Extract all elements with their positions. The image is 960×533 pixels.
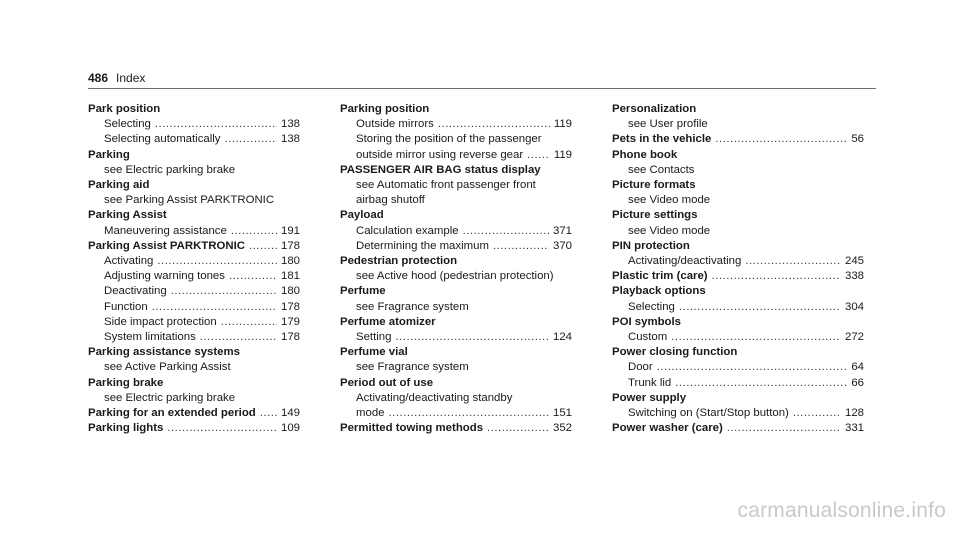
page-reference[interactable]: 124 xyxy=(552,331,572,344)
index-entry-line xyxy=(340,208,572,223)
page-reference[interactable]: 138 xyxy=(280,133,300,146)
subentry-text: see Active Parking Assist xyxy=(104,361,231,374)
index-entry-line xyxy=(88,406,300,421)
index-entry xyxy=(340,163,572,209)
dot-leader xyxy=(260,406,277,421)
index-entry-line xyxy=(340,254,572,269)
page-reference[interactable]: 138 xyxy=(280,118,300,131)
index-subentry xyxy=(340,406,572,421)
index-entry-line xyxy=(340,102,572,117)
index-subentry xyxy=(612,376,864,391)
subentry-text: Setting xyxy=(356,331,392,344)
index-entry xyxy=(88,178,300,208)
index-entry-line xyxy=(612,102,864,117)
index-term: PIN protection xyxy=(612,239,690,252)
subentry-text: see Fragrance system xyxy=(356,361,469,374)
index-subentry xyxy=(340,178,572,193)
dot-leader xyxy=(463,224,549,239)
page-reference[interactable]: 245 xyxy=(844,255,864,268)
index-subentry xyxy=(612,254,864,269)
subentry-text: see Automatic front passenger front xyxy=(356,179,536,192)
index-term: Playback options xyxy=(612,285,706,298)
index-term: Picture formats xyxy=(612,179,696,192)
index-term: Personalization xyxy=(612,103,697,115)
index-entry xyxy=(612,148,864,178)
dot-leader xyxy=(249,239,277,254)
index-term: Picture settings xyxy=(612,209,698,222)
index-entry xyxy=(340,421,572,436)
subentry-text: see Video mode xyxy=(628,224,711,237)
page-reference[interactable]: 331 xyxy=(844,422,864,435)
index-subentry xyxy=(340,300,572,315)
index-subentry xyxy=(88,391,300,406)
index-subentry xyxy=(612,193,864,208)
subentry-text: see Active hood (pedestrian protection) xyxy=(356,270,554,283)
index-entry-line xyxy=(88,421,300,436)
page-reference[interactable]: 151 xyxy=(552,407,572,420)
page-reference[interactable]: 180 xyxy=(280,285,300,298)
page-reference[interactable]: 56 xyxy=(851,133,864,146)
page-reference[interactable]: 352 xyxy=(552,422,572,435)
index-term: Payload xyxy=(340,209,384,222)
dot-leader xyxy=(527,148,550,163)
page-reference[interactable]: 272 xyxy=(844,331,864,344)
page-reference[interactable]: 149 xyxy=(280,407,300,420)
index-subentry xyxy=(340,224,572,239)
index-entry-line xyxy=(88,345,300,360)
page-reference[interactable]: 178 xyxy=(280,300,300,313)
index-subentry xyxy=(340,391,572,406)
dot-leader xyxy=(679,300,841,315)
index-entry-line xyxy=(340,163,572,178)
index-subentry xyxy=(340,117,572,132)
index-subentry xyxy=(612,360,864,375)
index-term: Parking brake xyxy=(88,376,164,389)
index-column-3 xyxy=(612,102,864,436)
index-term: Parking Assist PARKTRONIC xyxy=(88,239,245,252)
index-entry-line xyxy=(88,102,300,117)
index-term: Permitted towing methods xyxy=(340,422,484,435)
dot-leader xyxy=(200,330,277,345)
index-term: Perfume xyxy=(340,285,386,298)
page-reference[interactable]: 338 xyxy=(844,270,864,283)
index-term: Parking for an extended period xyxy=(88,407,256,420)
subentry-text: see Video mode xyxy=(628,194,711,207)
subentry-text: airbag shutoff xyxy=(356,194,425,207)
index-entry xyxy=(612,284,864,314)
dot-leader xyxy=(657,360,848,375)
dot-leader xyxy=(225,132,277,147)
subentry-text: outside mirror using reverse gear xyxy=(356,148,524,161)
index-entry-line xyxy=(612,421,864,436)
index-term: Power closing function xyxy=(612,346,738,359)
index-column-1 xyxy=(88,102,300,436)
index-term: Power supply xyxy=(612,391,687,404)
index-term: Parking assistance systems xyxy=(88,346,240,359)
index-entry-line xyxy=(612,148,864,163)
index-subentry xyxy=(612,406,864,421)
index-subentry xyxy=(612,224,864,239)
subentry-text: Deactivating xyxy=(104,285,167,298)
dot-leader xyxy=(715,132,847,147)
subentry-text: Determining the maximum xyxy=(356,239,489,252)
page-reference[interactable]: 178 xyxy=(280,239,300,252)
index-term: Parking Assist xyxy=(88,209,167,222)
page-reference[interactable]: 178 xyxy=(280,331,300,344)
index-entry-line xyxy=(88,148,300,163)
section-title: Index xyxy=(116,71,146,85)
index-entry-line xyxy=(612,269,864,284)
watermark: carmanualsonline.info xyxy=(737,499,946,522)
index-term: Pedestrian protection xyxy=(340,255,458,268)
subentry-text: see Fragrance system xyxy=(356,300,469,313)
index-column-2 xyxy=(340,102,572,436)
index-entry xyxy=(612,239,864,269)
index-entry xyxy=(88,376,300,406)
header-divider xyxy=(88,88,876,89)
index-entry-line xyxy=(612,239,864,254)
subentry-text: see User profile xyxy=(628,118,708,131)
subentry-text: Trunk lid xyxy=(628,376,672,389)
index-subentry xyxy=(340,239,572,254)
dot-leader xyxy=(155,117,277,132)
subentry-text: Selecting automatically xyxy=(104,133,221,146)
dot-leader xyxy=(793,406,841,421)
subentry-text: Selecting xyxy=(628,300,675,313)
index-entry xyxy=(88,239,300,345)
subentry-text: Side impact protection xyxy=(104,315,217,328)
index-term: Pets in the vehicle xyxy=(612,133,712,146)
index-term: Parking lights xyxy=(88,422,164,435)
index-entry-line xyxy=(612,132,864,147)
subentry-text: Switching on (Start/Stop button) xyxy=(628,407,789,420)
dot-leader xyxy=(487,421,549,436)
index-entry xyxy=(340,102,572,163)
index-entry-line xyxy=(612,178,864,193)
dot-leader xyxy=(221,315,277,330)
index-entry xyxy=(340,284,572,314)
subentry-text: Activating/deactivating standby xyxy=(356,391,513,404)
page-reference[interactable]: 191 xyxy=(280,224,300,237)
dot-leader xyxy=(231,224,277,239)
index-entry xyxy=(612,315,864,345)
page-reference[interactable]: 304 xyxy=(844,300,864,313)
index-entry-line xyxy=(340,284,572,299)
index-term: Period out of use xyxy=(340,376,434,389)
index-entry-line xyxy=(612,284,864,299)
index-entry-line xyxy=(340,315,572,330)
subentry-text: Function xyxy=(104,300,148,313)
index-term: Parking xyxy=(88,148,130,161)
index-term: Perfume atomizer xyxy=(340,315,436,328)
page-reference[interactable]: 109 xyxy=(280,422,300,435)
subentry-text: see Electric parking brake xyxy=(104,163,236,176)
index-subentry xyxy=(88,117,300,132)
index-entry-line xyxy=(340,421,572,436)
index-subentry xyxy=(88,193,300,208)
subentry-text: Adjusting warning tones xyxy=(104,270,225,283)
index-entry xyxy=(612,269,864,284)
dot-leader xyxy=(395,330,549,345)
subentry-text: Selecting xyxy=(104,118,151,131)
index-subentry xyxy=(88,224,300,239)
index-entry xyxy=(340,345,572,375)
page-reference[interactable]: 119 xyxy=(553,118,572,131)
index-subentry xyxy=(88,300,300,315)
page-reference[interactable]: 180 xyxy=(280,255,300,268)
subentry-text: Custom xyxy=(628,331,668,344)
index-entry-line xyxy=(612,315,864,330)
index-entry xyxy=(612,102,864,132)
dot-leader xyxy=(493,239,549,254)
subentry-text: Storing the position of the passenger xyxy=(356,133,542,146)
index-entry xyxy=(88,208,300,238)
dot-leader xyxy=(389,406,549,421)
index-entry-line xyxy=(340,345,572,360)
index-entry xyxy=(340,315,572,345)
page-number: 486 xyxy=(88,71,109,85)
subentry-text: see Contacts xyxy=(628,163,695,176)
subentry-text: see Electric parking brake xyxy=(104,391,236,404)
index-subentry xyxy=(88,163,300,178)
index-entry-line xyxy=(612,391,864,406)
index-subentry xyxy=(612,300,864,315)
index-entry xyxy=(88,102,300,148)
index-entry xyxy=(612,208,864,238)
index-subentry xyxy=(88,132,300,147)
subentry-text: Calculation example xyxy=(356,224,459,237)
index-entry xyxy=(612,345,864,391)
index-term: Park position xyxy=(88,103,161,115)
dot-leader xyxy=(229,269,277,284)
index-entry-line xyxy=(340,376,572,391)
index-entry xyxy=(88,148,300,178)
subentry-text: Outside mirrors xyxy=(356,118,434,131)
subentry-text: Activating/deactivating xyxy=(628,255,742,268)
index-subentry xyxy=(88,360,300,375)
index-subentry xyxy=(88,254,300,269)
index-term: Plastic trim (care) xyxy=(612,270,708,283)
index-entry xyxy=(88,345,300,375)
page-reference[interactable]: 64 xyxy=(851,361,864,374)
subentry-text: Activating xyxy=(104,255,154,268)
subentry-text: Maneuvering assistance xyxy=(104,224,227,237)
index-entry xyxy=(612,391,864,421)
index-entry xyxy=(612,421,864,436)
index-entry xyxy=(88,406,300,421)
index-subentry xyxy=(340,269,572,284)
page-reference[interactable]: 119 xyxy=(553,148,572,161)
index-entry xyxy=(612,132,864,147)
index-subentry xyxy=(612,330,864,345)
page-reference[interactable]: 370 xyxy=(552,239,572,252)
dot-leader xyxy=(157,254,277,269)
index-term: Phone book xyxy=(612,148,678,161)
index-term: Perfume vial xyxy=(340,346,408,359)
dot-leader xyxy=(152,300,277,315)
index-entry-line xyxy=(88,239,300,254)
index-subentry xyxy=(340,132,572,147)
page-header xyxy=(88,71,145,85)
index-entry-line xyxy=(88,178,300,193)
index-subentry xyxy=(340,330,572,345)
index-subentry xyxy=(88,269,300,284)
index-subentry xyxy=(88,330,300,345)
page-reference[interactable]: 371 xyxy=(552,224,572,237)
dot-leader xyxy=(171,284,277,299)
index-subentry xyxy=(612,117,864,132)
index-subentry xyxy=(612,163,864,178)
index-subentry xyxy=(88,284,300,299)
index-term: Parking position xyxy=(340,103,430,115)
dot-leader xyxy=(438,117,550,132)
page-reference[interactable]: 181 xyxy=(280,270,300,283)
index-subentry xyxy=(340,148,572,163)
subentry-text: mode xyxy=(356,407,385,420)
subentry-text: see Parking Assist PARKTRONIC xyxy=(104,194,275,207)
index-entry-line xyxy=(612,208,864,223)
dot-leader xyxy=(712,269,841,284)
index-term: POI symbols xyxy=(612,315,682,328)
index-term: Power washer (care) xyxy=(612,422,723,435)
index-entry xyxy=(612,178,864,208)
page-reference[interactable]: 179 xyxy=(280,315,300,328)
subentry-text: System limitations xyxy=(104,331,196,344)
subentry-text: Door xyxy=(628,361,653,374)
index-subentry xyxy=(88,315,300,330)
page-reference[interactable]: 128 xyxy=(844,407,864,420)
index-entry xyxy=(340,254,572,284)
index-entry-line xyxy=(88,208,300,223)
dot-leader xyxy=(167,421,277,436)
index-subentry xyxy=(340,360,572,375)
index-entry xyxy=(88,421,300,436)
index-entry-line xyxy=(88,376,300,391)
index-subentry xyxy=(340,193,572,208)
dot-leader xyxy=(675,376,847,391)
index-term: PASSENGER AIR BAG status display xyxy=(340,163,541,176)
index-entry xyxy=(340,208,572,254)
index-entry xyxy=(340,376,572,422)
dot-leader xyxy=(671,330,841,345)
index-entry-line xyxy=(612,345,864,360)
page-reference[interactable]: 66 xyxy=(851,376,864,389)
dot-leader xyxy=(727,421,841,436)
index-term: Parking aid xyxy=(88,179,150,192)
dot-leader xyxy=(745,254,841,269)
